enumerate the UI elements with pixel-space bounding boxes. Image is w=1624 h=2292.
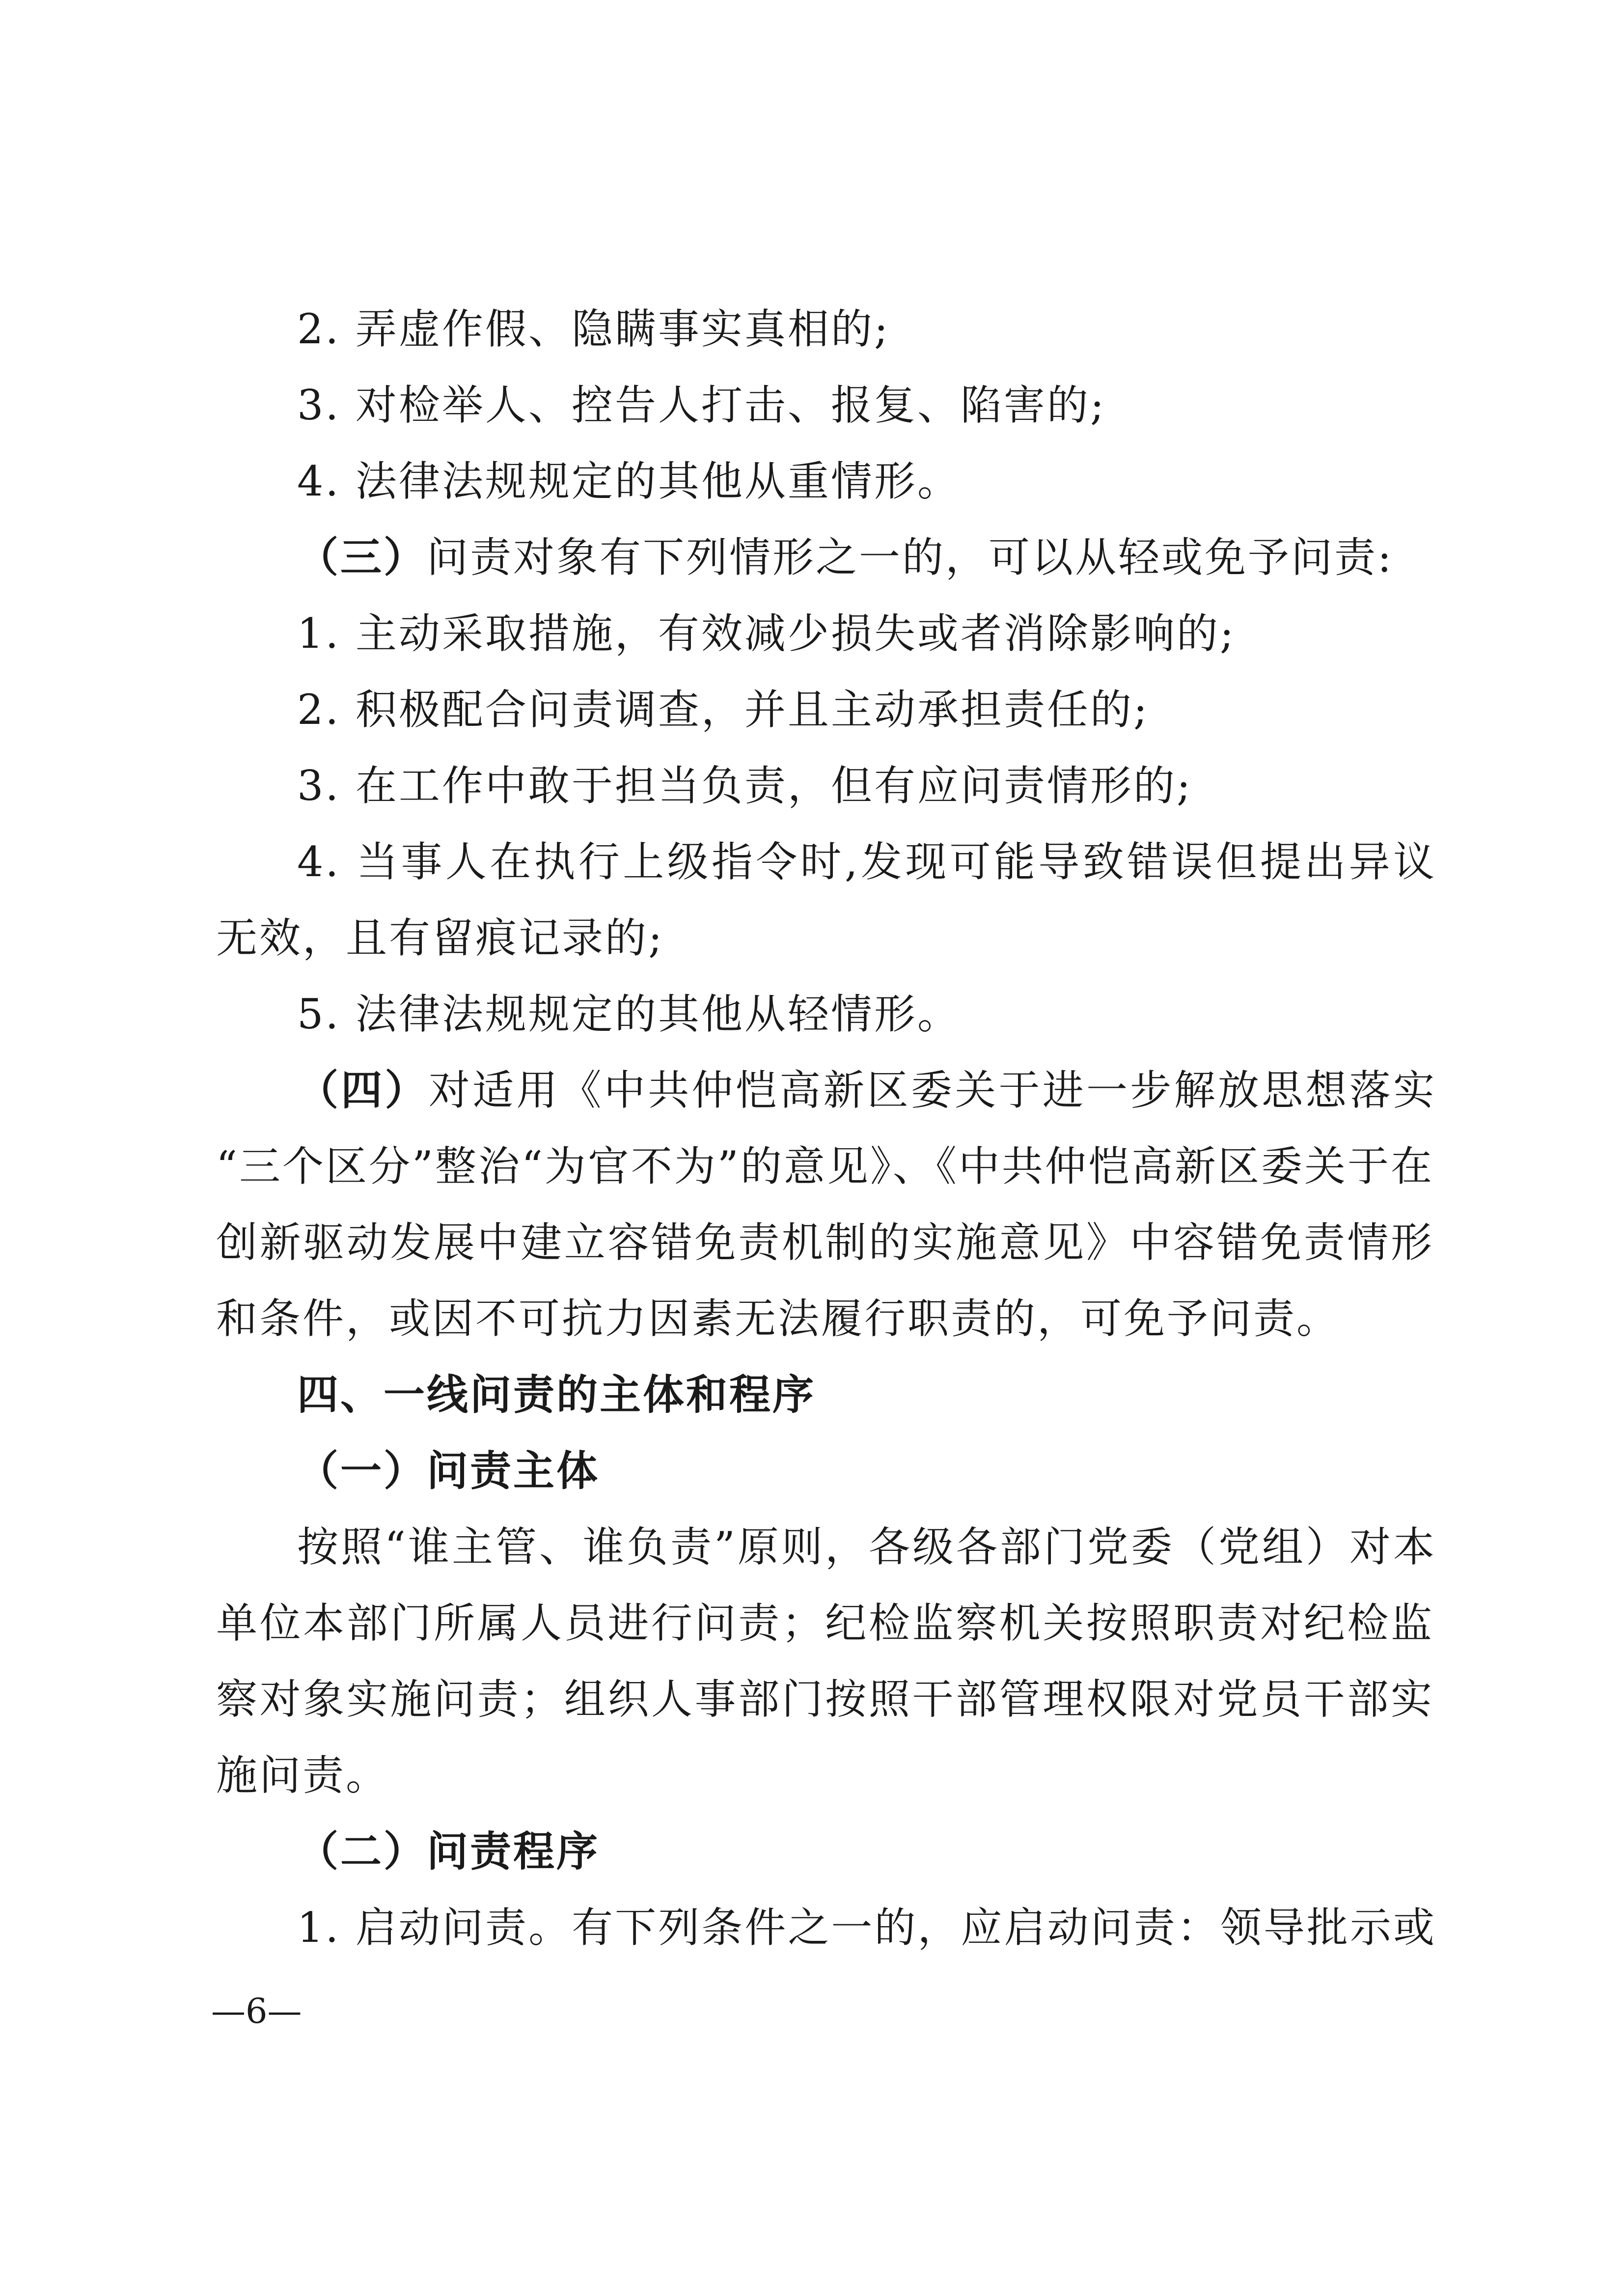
paragraph-line: 单位本部门所属人员进行问责；纪检监察机关按照职责对纪检监	[216, 1599, 1434, 1647]
list-item: 2. 积极配合问责调查，并且主动承担责任的;	[297, 686, 1150, 734]
paragraph-text: 问责对象有下列情形之一的，可以从轻或免予问责:	[427, 533, 1394, 581]
list-item: 3. 对检举人、控告人打击、报复、陷害的;	[297, 381, 1106, 429]
paragraph-line: 1. 启动问责。有下列条件之一的，应启动问责：领导批示或	[297, 1904, 1436, 1952]
paragraph-line: 无效，且有留痕记录的;	[216, 914, 664, 962]
paragraph-line: 按照“谁主管、谁负责”原则，各级各部门党委（党组）对本	[297, 1523, 1436, 1571]
paragraph	[297, 528, 1436, 587]
paragraph	[297, 1061, 1436, 1120]
paragraph-line: 施问责。	[216, 1751, 389, 1799]
page-number: —6—	[211, 1991, 302, 2031]
list-item: 2. 弄虚作假、隐瞒事实真相的;	[297, 305, 890, 353]
paragraph-line: “三个区分”整治“为官不为”的意见》、《中共仲恺高新区委关于在	[216, 1142, 1434, 1190]
section-marker: （四）	[297, 1066, 429, 1114]
list-item: 4. 法律法规规定的其他从重情形。	[297, 457, 961, 505]
subsection-heading: （二）问责程序	[297, 1827, 600, 1876]
paragraph-line: 察对象实施问责；组织人事部门按照干部管理权限对党员干部实	[216, 1675, 1434, 1723]
list-item: 3. 在工作中敢于担当负责，但有应问责情形的;	[297, 762, 1193, 810]
list-item: 4. 当事人在执行上级指令时,发现可能导致错误但提出异议	[297, 838, 1436, 886]
paragraph-line: 和条件，或因不可抗力因素无法履行职责的，可免予问责。	[216, 1295, 1340, 1343]
list-item: 1. 主动采取措施，有效减少损失或者消除影响的;	[297, 609, 1236, 658]
subsection-heading: （一）问责主体	[297, 1446, 600, 1495]
list-item: 5. 法律法规规定的其他从轻情形。	[297, 990, 961, 1038]
section-heading: 四、一线问责的主体和程序	[297, 1371, 816, 1419]
paragraph-text: 对适用《中共仲恺高新区委关于进一步解放思想落实	[428, 1066, 1436, 1114]
paragraph-line: 创新驱动发展中建立容错免责机制的实施意见》中容错免责情形	[216, 1218, 1434, 1267]
section-marker: （三）	[297, 533, 427, 581]
